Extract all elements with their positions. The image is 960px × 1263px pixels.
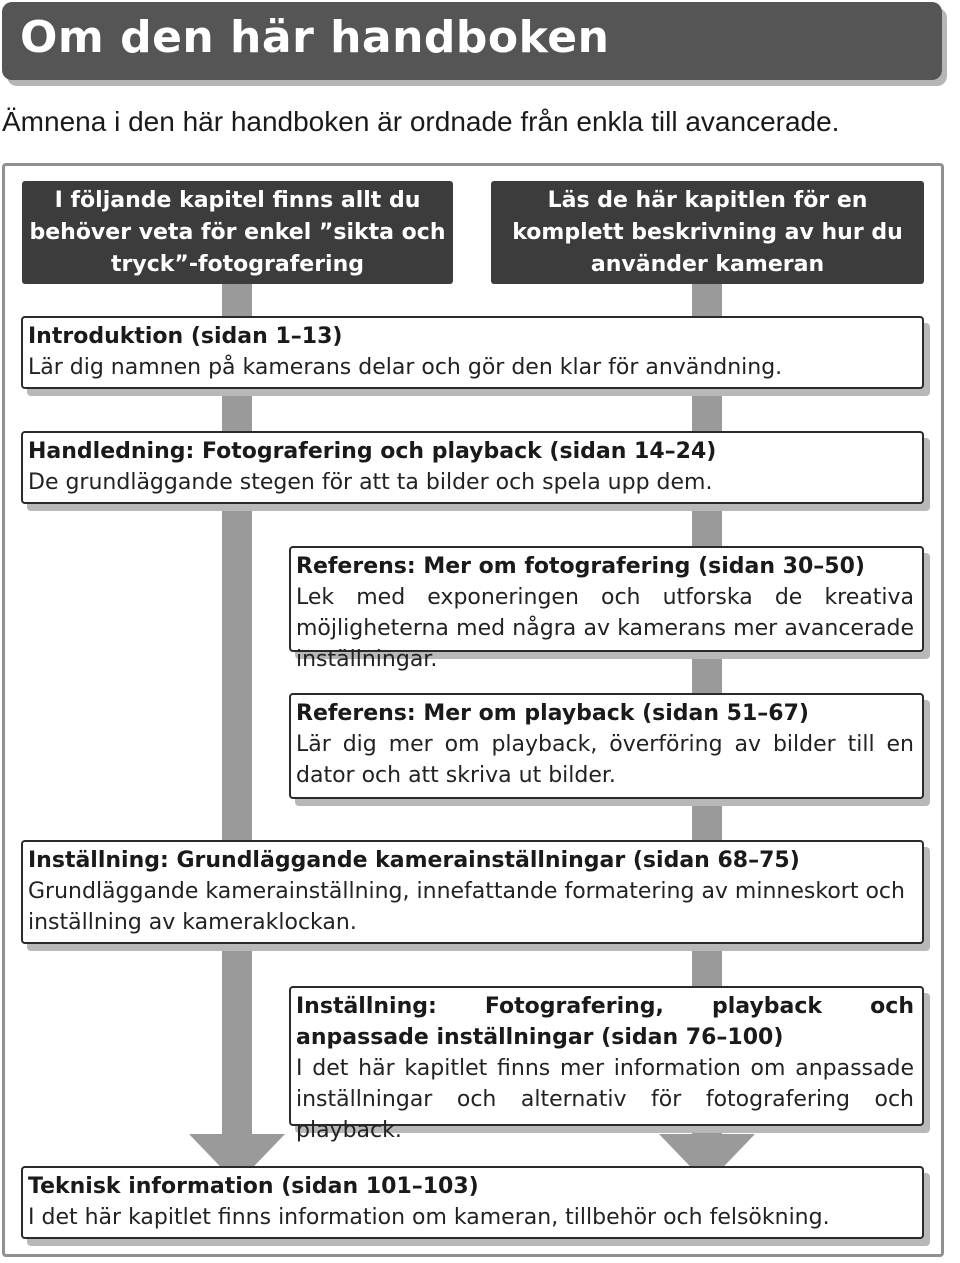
chapter-title: Introduktion (sidan 1–13) bbox=[28, 324, 343, 349]
chapter-title: Inställning: Grundläggande kamerainställningar (sidan 68–75) bbox=[28, 848, 800, 873]
header-full-path bbox=[491, 181, 924, 284]
chapter-description: Grundläggande kamerainställning, innefattande formatering av minneskort och inställning av kameraklockan. bbox=[28, 879, 905, 935]
chapter-box-referens-playback bbox=[289, 693, 924, 799]
intro-text: Ämnena i den här handboken är ordnade från enkla till avancerade. bbox=[2, 106, 840, 137]
chapter-description: I det här kapitlet finns mer information om anpassade inställningar och alternativ för fotografering och playback. bbox=[296, 1056, 914, 1143]
chapter-box-installning-anpassade bbox=[289, 986, 924, 1143]
header-basic-path bbox=[22, 181, 453, 284]
chapter-title: Referens: Mer om playback (sidan 51–67) bbox=[296, 701, 809, 726]
chapter-box-teknisk bbox=[21, 1166, 924, 1239]
header-basic-path-text: I följande kapitel finns allt du behöver veta för enkel ”sikta och tryck”-fotografering bbox=[29, 188, 446, 277]
page-title: Om den här handboken bbox=[20, 12, 610, 63]
chapter-title: Referens: Mer om fotografering (sidan 30–50) bbox=[296, 554, 865, 579]
chapter-box-introduktion bbox=[21, 316, 924, 389]
header-full-path-text: Läs de här kapitlen för en komplett beskrivning av hur du använder kameran bbox=[512, 188, 903, 277]
chapter-title: Inställning: Fotografering, playback och anpassade inställningar (sidan 76–100) bbox=[296, 994, 914, 1050]
chapter-description: Lek med exponeringen och utforska de kreativa möjligheterna med några av kamerans mer avancerade inställningar. bbox=[296, 585, 914, 672]
chapter-description: De grundläggande stegen för att ta bilder och spela upp dem. bbox=[28, 470, 713, 495]
chapter-box-referens-fotografering bbox=[289, 546, 924, 672]
chapter-title: Handledning: Fotografering och playback (sidan 14–24) bbox=[28, 439, 717, 464]
left-flow-track bbox=[222, 284, 252, 1136]
chapter-description: I det här kapitlet finns information om kameran, tillbehör och felsökning. bbox=[28, 1205, 830, 1230]
chapter-description: Lär dig mer om playback, överföring av bilder till en dator och att skriva ut bilder. bbox=[296, 732, 914, 788]
chapter-description: Lär dig namnen på kamerans delar och gör den klar för användning. bbox=[28, 355, 783, 380]
title-bar bbox=[2, 2, 942, 80]
chapter-box-handledning bbox=[21, 431, 924, 504]
chapter-box-installning-grund bbox=[21, 840, 924, 944]
chapter-title: Teknisk information (sidan 101–103) bbox=[28, 1174, 479, 1199]
